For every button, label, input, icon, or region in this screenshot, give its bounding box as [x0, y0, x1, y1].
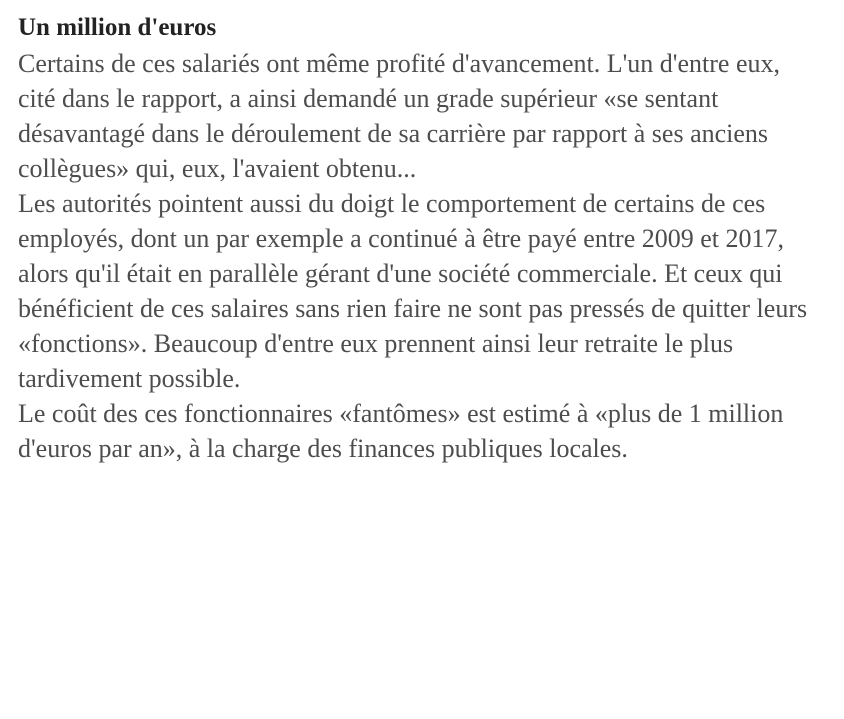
- paragraph-cost: Le coût des ces fonctionnaires «fantômes» est estimé à «plus de 1 million d'euros par an», à la charge des finances publiques locales.: [18, 399, 784, 463]
- paragraph-advancement: Certains de ces salariés ont même profité d'avancement. L'un d'entre eux, cité dans le rapport, a ainsi demandé un grade supérieur «se sentant désavantagé dans le déroulement de sa carrière par rapport à ses anciens collègues» qui, eux, l'avaient obtenu...: [18, 49, 780, 183]
- paragraph-employee-behavior: Les autorités pointent aussi du doigt le comportement de certains de ces employés, dont un par exemple a continué à être payé entre 2009 et 2017, alors qu'il était en parallèle gérant d'une société commerciale. Et ceux qui bénéficient de ces salaires sans rien faire ne sont pas pressés de quitter leurs «fonctions». Beaucoup d'entre eux prennent ainsi leur retraite le plus tardivement possible.: [18, 189, 808, 393]
- section-heading: Un million d'euros: [18, 14, 217, 41]
